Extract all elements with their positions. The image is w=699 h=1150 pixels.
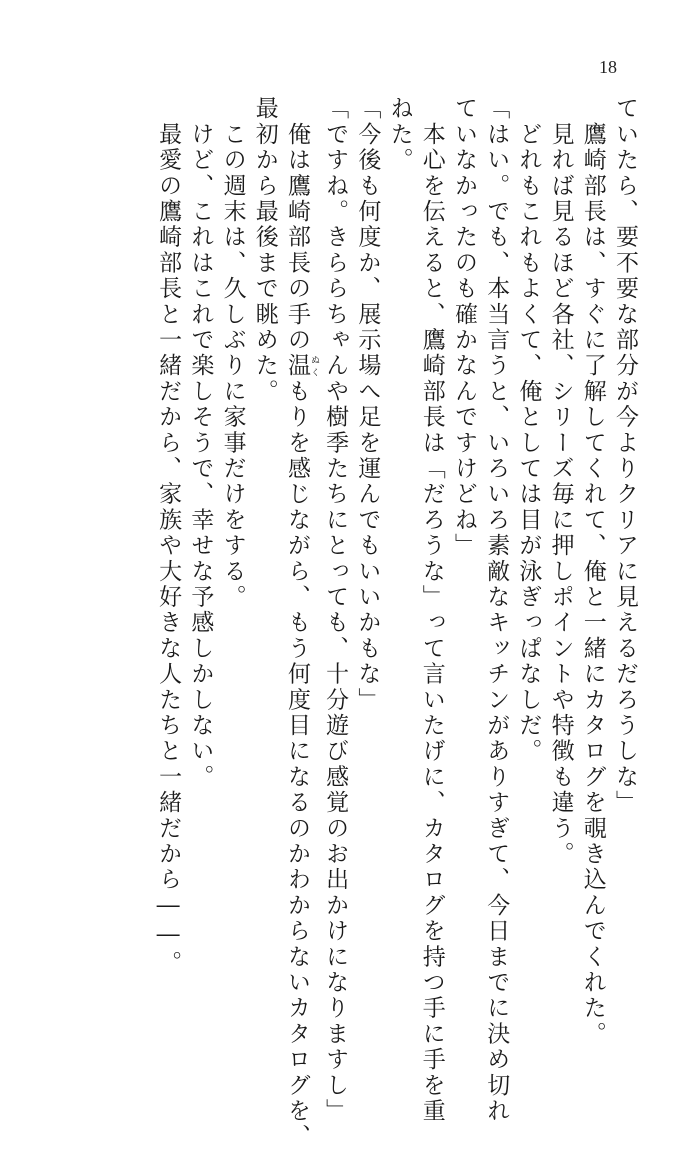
text-line: 本心を伝えると、鷹崎部長は「だろうな」って言いたげに、カタログを持つ手に手を重 <box>418 96 445 1124</box>
text-line: この週末は、久しぶりに家事だけをする。 <box>219 96 246 610</box>
ruby-base: 温 <box>283 353 310 379</box>
text-line: ねた。 <box>386 96 413 174</box>
text-line: 「今後も何度か、展示場へ足を運んでもいいかもな」 <box>354 96 381 713</box>
novel-text-body <box>152 96 641 1150</box>
text-segment: もりを感じながら、もう何度目になるのかわからないカタログを、 <box>283 378 310 1150</box>
page-number: 18 <box>599 57 617 77</box>
text-segment: 俺は鷹崎部長の手の <box>283 96 310 353</box>
text-line: 最初から最後まで眺めた。 <box>251 96 278 405</box>
text-line: 「ですね。きららちゃんや樹季たちにとっても、十分遊び感覚のお出かけになりますし」 <box>322 96 349 1124</box>
ruby-annotation <box>283 353 319 379</box>
text-line: ていたら、要不要な部分が今よりクリアに見えるだろうしな」 <box>612 96 638 816</box>
text-line: 「はい。でも、本当言うと、いろいろ素敵なキッチンがありすぎて、今日までに決め切れ <box>483 96 510 1124</box>
text-line: 最愛の鷹崎部長と一緒だから、家族や大好きな人たちと一緒だから――。 <box>155 96 182 976</box>
ruby-reading: ぬく <box>308 353 319 379</box>
text-line: 見れば見るほど各社、シリーズ毎に押しポイントや特徴も違う。 <box>547 96 574 867</box>
text-line: 鷹崎部長は、すぐに了解してくれて、俺と一緒にカタログを覗き込んでくれた。 <box>579 96 606 1047</box>
text-line-with-ruby <box>281 96 319 1150</box>
text-line: けど、これはこれで楽しそうで、幸せな予感しかしない。 <box>187 96 214 790</box>
text-line: ていなかったのも確かなんですけどね」 <box>450 96 477 559</box>
text-line: どれもこれもよくて、俺としては目が泳ぎっぱなしだ。 <box>515 96 542 765</box>
